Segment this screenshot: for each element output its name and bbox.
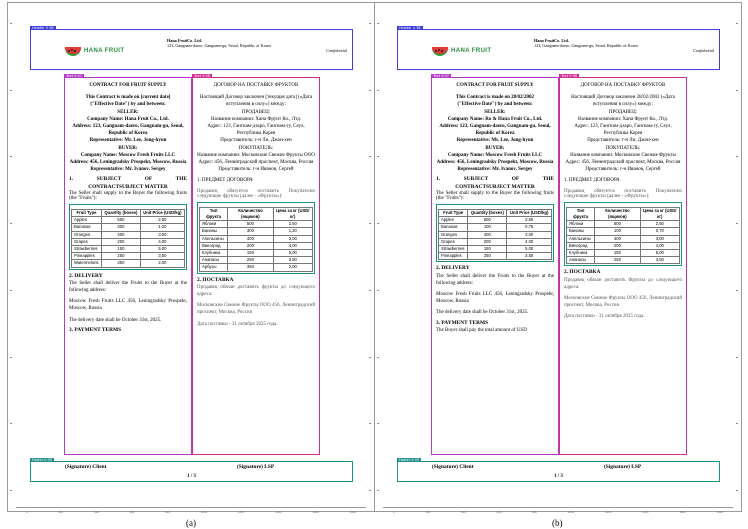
company-address: 123, Gangnam-daero, Gangnam-gu, Seoul, Republic of Korea: [534, 43, 638, 48]
table-cell: 150: [595, 250, 640, 257]
table-cell: 0,70: [640, 228, 679, 235]
table-row: [200, 257, 313, 264]
section-2-text-1-ru: Продавец обязан доставить фрукты до следующего адреса:: [197, 284, 315, 298]
table-cell: Apples: [439, 217, 468, 224]
axis-tick-label: 1800: [716, 511, 723, 514]
table-cell: 100: [595, 228, 640, 235]
section-1-title: CONTRACTSUBJECT MATTER: [88, 183, 168, 190]
page-number: 1 / 3: [187, 474, 196, 479]
intro-line-2: ("Effective Date") by and between:: [90, 102, 166, 108]
seller-address-ru: Адрес: 123, Гангнам-дэаро, Гангнам-гу, Сеул, Республика Корея: [207, 124, 305, 137]
table-cell: 2.50: [507, 217, 552, 224]
table-cell: 4,00: [640, 242, 679, 249]
table-row: [567, 228, 680, 235]
buyer-rep-ru: Представитель: г-н Иванов, Сергей: [585, 167, 661, 173]
section-1-text: The Seller shall supply to the Buyer the following fruits (the "Fruits"):: [69, 190, 187, 202]
table-cell: 3.00: [507, 231, 552, 238]
table-cell: Яблоки: [200, 221, 228, 228]
seller-label: SELLER:: [117, 109, 139, 115]
axis-tick-label: 600: [129, 511, 135, 514]
buyer-label-ru: ПОКУПАТЕЛЬ:: [605, 145, 641, 151]
fruit-table-frame: [69, 204, 187, 270]
table-row: [567, 250, 680, 257]
table-cell: 5.00: [507, 246, 552, 253]
signature-lsp: (Signature) LSP: [604, 464, 642, 470]
table-header: Тип фрукта: [567, 207, 595, 220]
table-cell: Bananas: [439, 224, 468, 231]
section-3-heading: 3. PAYMENT TERMS: [436, 319, 489, 326]
caption-a: (a): [186, 518, 196, 528]
company-info: [167, 38, 347, 53]
table-row: [567, 221, 680, 228]
table-cell: 250: [228, 257, 273, 264]
confidential-label: Confidential: [693, 48, 714, 53]
table-row: [439, 246, 552, 253]
seller-label-ru: ПРОДАВЕЦ:: [241, 109, 271, 115]
table-cell: 500: [595, 221, 640, 228]
table-body: [200, 221, 313, 271]
seller-rep: Representative: Mr. Lee, Jong-hyun: [456, 138, 534, 144]
table-row: [72, 246, 185, 253]
axis-tick-label: 800: [165, 511, 170, 514]
table-row: [200, 228, 313, 235]
table-header: Fruit Type: [72, 210, 102, 217]
right-tag: Text 0.96: [194, 74, 210, 78]
table-cell: 500: [468, 217, 507, 224]
signature-client: (Signature) Client: [65, 464, 107, 470]
intro-ru: Настоящий Договор заключен [текущая дата] («Дата вступления в силу») между:: [199, 95, 313, 108]
seller-label-ru: ПРОДАВЕЦ:: [608, 109, 638, 115]
table-cell: 350: [228, 264, 273, 271]
table-header: Количество (ящиков): [595, 207, 640, 220]
buyer-company-ru: Название компании: Московские Свежие Фрукты ООО: [197, 152, 315, 158]
table-cell: Виноград: [200, 242, 228, 249]
table-row: [200, 242, 313, 249]
table-row: [567, 242, 680, 249]
intro-ru: Настоящий Договор заключен 28/02/2002 («Дата вступления в силу») между:: [571, 95, 675, 108]
table-header: Fruit Type: [439, 210, 468, 217]
table-cell: Яблоки: [567, 221, 595, 228]
section-2-text-3-ru: Дата поставки - 31 октября 2025 года.: [197, 321, 278, 327]
fruit-table-frame: [436, 204, 554, 262]
panel-a: [7, 2, 375, 512]
fruit-table-frame-ru: [197, 202, 315, 274]
table-cell: Pineapples: [439, 253, 468, 260]
table-row: [200, 250, 313, 257]
table-cell: Клубника: [200, 250, 228, 257]
table-cell: Бананы: [567, 228, 595, 235]
section-2-text-3: The delivery date shall be October 31st, 2025.: [69, 317, 162, 323]
bottom-axis: [383, 507, 733, 514]
table-cell: 500: [102, 217, 141, 224]
company-name: Hana FruitCo. Ltd.: [534, 38, 569, 43]
table-cell: 400: [468, 231, 507, 238]
right-ruler: [736, 23, 739, 491]
contract-title: CONTRACT FOR FRUIT SUPPLY: [456, 83, 534, 88]
contract-title: CONTRACT FOR FRUIT SUPPLY: [89, 83, 167, 88]
company-address: 123, Gangnam-daero, Gangnam-gu, Seoul, Republic of Korea: [167, 43, 271, 48]
table-cell: Apples: [72, 217, 102, 224]
buyer-label-ru: ПОКУПАТЕЛЬ:: [238, 145, 274, 151]
table-body: [439, 217, 552, 260]
section-2-heading: 2. DELIVERY: [436, 265, 470, 272]
footer-tag: Footer 0.95: [32, 458, 53, 462]
logo: [432, 44, 500, 58]
fruit-table-ru: [199, 207, 313, 272]
axis-tick-label: 200: [425, 511, 431, 514]
buyer-rep-ru: Представитель: г-н Иванов, Сергей: [218, 167, 294, 173]
section-2-heading: 2. DELIVERY: [69, 272, 103, 279]
left-ruler: [10, 23, 13, 491]
signature-client: (Signature) Client: [432, 464, 474, 470]
table-cell: 100: [468, 224, 507, 231]
table-header: Цена за кг (USD/ кг): [640, 207, 679, 220]
table-cell: Grapes: [439, 238, 468, 245]
buyer-label: BUYER:: [118, 145, 138, 151]
table-row: [439, 231, 552, 238]
table-cell: 3.50: [140, 253, 184, 260]
logo: [65, 44, 133, 58]
logo-text: HANA FRUIT: [84, 48, 125, 54]
table-cell: 3,00: [640, 235, 679, 242]
table-cell: 2,00: [273, 264, 312, 271]
table-cell: Bananas: [72, 224, 102, 231]
axis-tick-label: 600: [496, 511, 502, 514]
table-cell: 5.00: [140, 246, 184, 253]
watermelon-icon: [432, 47, 448, 56]
table-cell: 3,50: [273, 257, 312, 264]
axis-tick-label: 400: [94, 511, 99, 514]
buyer-address: Address: 456, Leningradsky Prospekt, Moscow, Russia: [436, 160, 554, 166]
table-cell: Ананасы: [567, 257, 595, 264]
fruit-table: [71, 209, 185, 268]
table-cell: 200: [468, 238, 507, 245]
seller-company: Company Name: Hana Fruit Co., Ltd.: [87, 116, 169, 122]
table-cell: 2.00: [140, 260, 184, 267]
seller-company: Company Name: Ro & Hana Fruit Co., Ltd.: [447, 116, 543, 122]
panel-b: [374, 2, 742, 512]
buyer-company: Company Name: Moscow Fresh Fruits LLC: [80, 152, 176, 158]
english-column: [431, 77, 559, 455]
fruit-table: [438, 209, 552, 260]
axis-tick-label: 0: [26, 511, 28, 514]
axis-ticks: [26, 511, 356, 514]
buyer-rep: Representative: Mr. Ivanov, Sergey: [90, 167, 166, 173]
table-cell: 250: [468, 253, 507, 260]
section-1-heading-ru: 1. ПРЕДМЕТ ДОГОВОРА: [197, 178, 253, 184]
bottom-axis: [16, 507, 366, 514]
section-1-heading: 1. SUBJECT OF THE: [69, 176, 187, 183]
table-cell: 2,50: [640, 221, 679, 228]
table-row: [72, 231, 185, 238]
table-row: [439, 253, 552, 260]
table-cell: Oranges: [439, 231, 468, 238]
table-cell: Oranges: [72, 231, 102, 238]
table-row: [567, 257, 680, 264]
table-cell: Strawberries: [72, 246, 102, 253]
axis-tick-label: 400: [461, 511, 466, 514]
table-cell: Pineapples: [72, 253, 102, 260]
section-2-text-1-ru: Продавец обязан доставить Фрукты до следующего адреса:: [564, 277, 682, 290]
page-number: 1 / 3: [554, 474, 563, 479]
footer-tag: Footer 0.95: [399, 458, 420, 462]
buyer-label: BUYER:: [485, 145, 505, 151]
section-2-text-2: Moscow Fresh Fruits LLC 456, Leningradsky Prospekt, Moscow, Russia: [436, 292, 554, 305]
table-cell: 300: [102, 224, 141, 231]
contract-title-ru: ДОГОВОР НА ПОСТАВКУ ФРУКТОВ: [213, 83, 299, 88]
section-1-title: CONTRACTSUBJECT MATTER: [455, 183, 535, 190]
table-row: [200, 264, 313, 271]
section-2-heading-ru: 2. ПОСТАВКА: [564, 269, 601, 276]
table-cell: 400: [228, 235, 273, 242]
table-cell: 3.50: [507, 253, 552, 260]
table-cell: 4.00: [507, 238, 552, 245]
footer-region: [30, 461, 353, 482]
seller-rep-ru: Представитель: г-н Ли, Джон-хен: [587, 138, 659, 144]
table-cell: Grapes: [72, 238, 102, 245]
axis-tick-label: 1200: [237, 511, 245, 514]
table-cell: 200: [228, 242, 273, 249]
left-tag: Text 0.97: [433, 74, 449, 78]
seller-rep: Representative: Mr. Lee, Jong-hyun: [89, 138, 167, 144]
table-cell: Бананы: [200, 228, 228, 235]
section-3-text: The Buyer shall pay the total amount of USD: [436, 327, 527, 333]
seller-address-ru: Адрес: 123, Гангнам-дэаро, Гангнам-гу, Сеул, Республика Корея: [574, 124, 672, 137]
table-cell: 4.00: [140, 238, 184, 245]
buyer-company: Company Name: Moscow Fresh Fruits LLC: [447, 152, 543, 158]
table-cell: 200: [102, 238, 141, 245]
axis-tick-label: 800: [532, 511, 537, 514]
table-cell: Strawberries: [439, 246, 468, 253]
table-header: Quantity (boxes): [102, 210, 141, 217]
table-cell: Апельсины: [567, 235, 595, 242]
section-2-text-3: The delivery date shall be October 31st, 2025.: [436, 310, 529, 316]
table-cell: 5,00: [640, 250, 679, 257]
table-header: Цена за кг (USD/ кг): [273, 207, 312, 220]
company-info: [534, 38, 714, 53]
seller-company-ru: Название компании: Хана Фруит Ко., Лтд.: [577, 116, 669, 122]
table-row: [72, 238, 185, 245]
table-cell: 1,20: [273, 228, 312, 235]
table-cell: 250: [102, 253, 141, 260]
axis-tick-label: 200: [58, 511, 64, 514]
table-cell: 2.50: [140, 217, 184, 224]
table-row: [72, 217, 185, 224]
seller-address: Address: 123, Gangnam-daero, Gangnam-gu, Seoul, Republic of Korea: [439, 124, 551, 137]
intro-line-1: This Contract is made on 28/02/2002: [456, 95, 534, 101]
table-cell: 500: [228, 221, 273, 228]
table-cell: 4,00: [273, 242, 312, 249]
watermelon-icon: [65, 47, 81, 56]
axis-ticks: [393, 511, 723, 514]
table-row: [200, 235, 313, 242]
table-cell: 3,50: [640, 257, 679, 264]
table-cell: 150: [102, 246, 141, 253]
table-header: Unit Price (USD/kg): [140, 210, 184, 217]
left-ruler: [377, 23, 380, 491]
axis-tick-label: 1200: [604, 511, 612, 514]
table-cell: 150: [228, 250, 273, 257]
intro-line-2: ("Effective Date") by and between:: [457, 102, 533, 108]
table-cell: 300: [228, 228, 273, 235]
table-header: Quantity (boxes): [468, 210, 507, 217]
section-2-heading-ru: 2. ПОСТАВКА: [197, 276, 234, 283]
footer-region: [397, 461, 720, 482]
seller-rep-ru: Представитель: г-н Ли, Джон-хен: [220, 138, 292, 144]
confidential-label: Confidential: [326, 48, 347, 53]
section-2-text-1: The Seller shall deliver the Fruits to the Buyer at the following address:: [436, 273, 554, 286]
russian-column: [192, 77, 320, 455]
axis-tick-label: 1400: [642, 511, 649, 514]
section-1-heading-ru: 1. ПРЕДМЕТ ДОГОВОРА: [564, 178, 620, 184]
intro-line-1: This Contract is made on [current date]: [85, 95, 171, 101]
section-2-text-3-ru: Дата поставки - 31 октября 2025 года.: [564, 314, 645, 320]
table-cell: Виноград: [567, 242, 595, 249]
company-name: Hana FruitCo. Ltd.: [167, 38, 202, 43]
seller-label: SELLER:: [484, 109, 506, 115]
table-row: [439, 217, 552, 224]
section-2-text-2: Moscow Fresh Fruits LLC 456, Leningradsky Prospekt, Moscow, Russia: [69, 299, 187, 312]
table-cell: 3,00: [273, 235, 312, 242]
section-1-text-ru: Продавец обязуется поставить Покупателю следующие фрукты (далее - «Фрукты»):: [197, 188, 315, 200]
axis-tick-label: 1800: [349, 511, 356, 514]
section-1-text-ru: Продавец обязуется поставить Покупателю следующие фрукты (далее - «Фрукты»):: [564, 188, 682, 200]
header-tag: Header 0.98: [399, 26, 421, 30]
table-cell: 200: [595, 242, 640, 249]
buyer-rep: Representative: Mr. Ivanov, Sergey: [457, 167, 533, 173]
buyer-address-ru: Адрес: 456, Ленинградский проспект, Москва, Россия: [565, 160, 681, 166]
table-cell: 5,00: [273, 250, 312, 257]
seller-company-ru: Название компании: Хана Фруит Ко., Лтд.: [210, 116, 302, 122]
table-row: [72, 224, 185, 231]
section-1-text: The Seller shall supply to the Buyer the following fruits (the "Fruits"):: [436, 190, 554, 202]
table-cell: Watermelons: [72, 260, 102, 267]
left-tag: Text 0.97: [66, 74, 82, 78]
fruit-table-ru: [566, 207, 680, 265]
fruit-table-frame-ru: [564, 202, 682, 267]
table-cell: 400: [595, 235, 640, 242]
section-2-text-2-ru: Московские Свежие Фрукты ООО 456, Ленинградский проспект, Москва, Россия: [197, 303, 315, 316]
axis-tick-label: 1000: [567, 511, 575, 514]
axis-tick-label: 1400: [275, 511, 282, 514]
buyer-address-ru: Адрес: 456, Ленинградский проспект, Москва, Россия: [198, 160, 314, 166]
table-cell: 400: [102, 231, 141, 238]
buyer-address: Address: 456, Leningradsky Prospekt, Moscow, Russia: [69, 160, 187, 166]
table-row: [439, 238, 552, 245]
table-cell: Клубника: [567, 250, 595, 257]
table-body: [567, 221, 680, 264]
section-3-heading: 3. PAYMENT TERMS: [69, 326, 122, 333]
buyer-company-ru: Название компании: Московские Свежие Фрукты: [570, 152, 676, 158]
table-cell: 0.70: [507, 224, 552, 231]
table-cell: Ананасы: [200, 257, 228, 264]
table-cell: Апельсины: [200, 235, 228, 242]
right-ruler: [369, 23, 372, 491]
table-header: Тип фрукта: [200, 207, 228, 220]
axis-tick-label: 1600: [312, 511, 319, 514]
signature-lsp: (Signature) LSP: [237, 464, 275, 470]
table-cell: 250: [595, 257, 640, 264]
header-tag: Header 0.98: [32, 26, 54, 30]
table-cell: 3.00: [140, 231, 184, 238]
table-header: Количество (ящиков): [228, 207, 273, 220]
table-cell: 1.20: [140, 224, 184, 231]
header-region: [397, 29, 720, 70]
caption-b: (b): [552, 518, 563, 528]
contract-title-ru: ДОГОВОР НА ПОСТАВКУ ФРУКТОВ: [580, 83, 666, 88]
table-body: [72, 217, 185, 267]
table-cell: 2,50: [273, 221, 312, 228]
table-row: [439, 224, 552, 231]
section-1-heading: 1. SUBJECT OF THE: [436, 176, 554, 183]
right-tag: Text 0.96: [561, 74, 577, 78]
table-row: [72, 253, 185, 260]
table-row: [72, 260, 185, 267]
table-cell: 150: [468, 246, 507, 253]
table-row: [200, 221, 313, 228]
axis-tick-label: 1000: [200, 511, 208, 514]
section-2-text-2-ru: Московские Свежие Фрукты ООО 456, Ленинградский проспект, Москва, Россия: [564, 296, 682, 309]
table-header: Unit Price (USD/kg): [507, 210, 552, 217]
logo-text: HANA FRUIT: [451, 48, 492, 54]
table-cell: Арбузы: [200, 264, 228, 271]
header-region: [30, 29, 353, 70]
table-cell: 350: [102, 260, 141, 267]
english-column: [64, 77, 192, 455]
russian-column: [559, 77, 687, 455]
section-2-text-1: The Seller shall deliver the Fruits to the Buyer at the following address:: [69, 280, 187, 294]
seller-address: Address: 123, Gangnam-daero, Gangnam-gu, Seoul, Republic of Korea: [72, 124, 184, 137]
table-row: [567, 235, 680, 242]
axis-tick-label: 1600: [679, 511, 686, 514]
axis-tick-label: 0: [393, 511, 395, 514]
